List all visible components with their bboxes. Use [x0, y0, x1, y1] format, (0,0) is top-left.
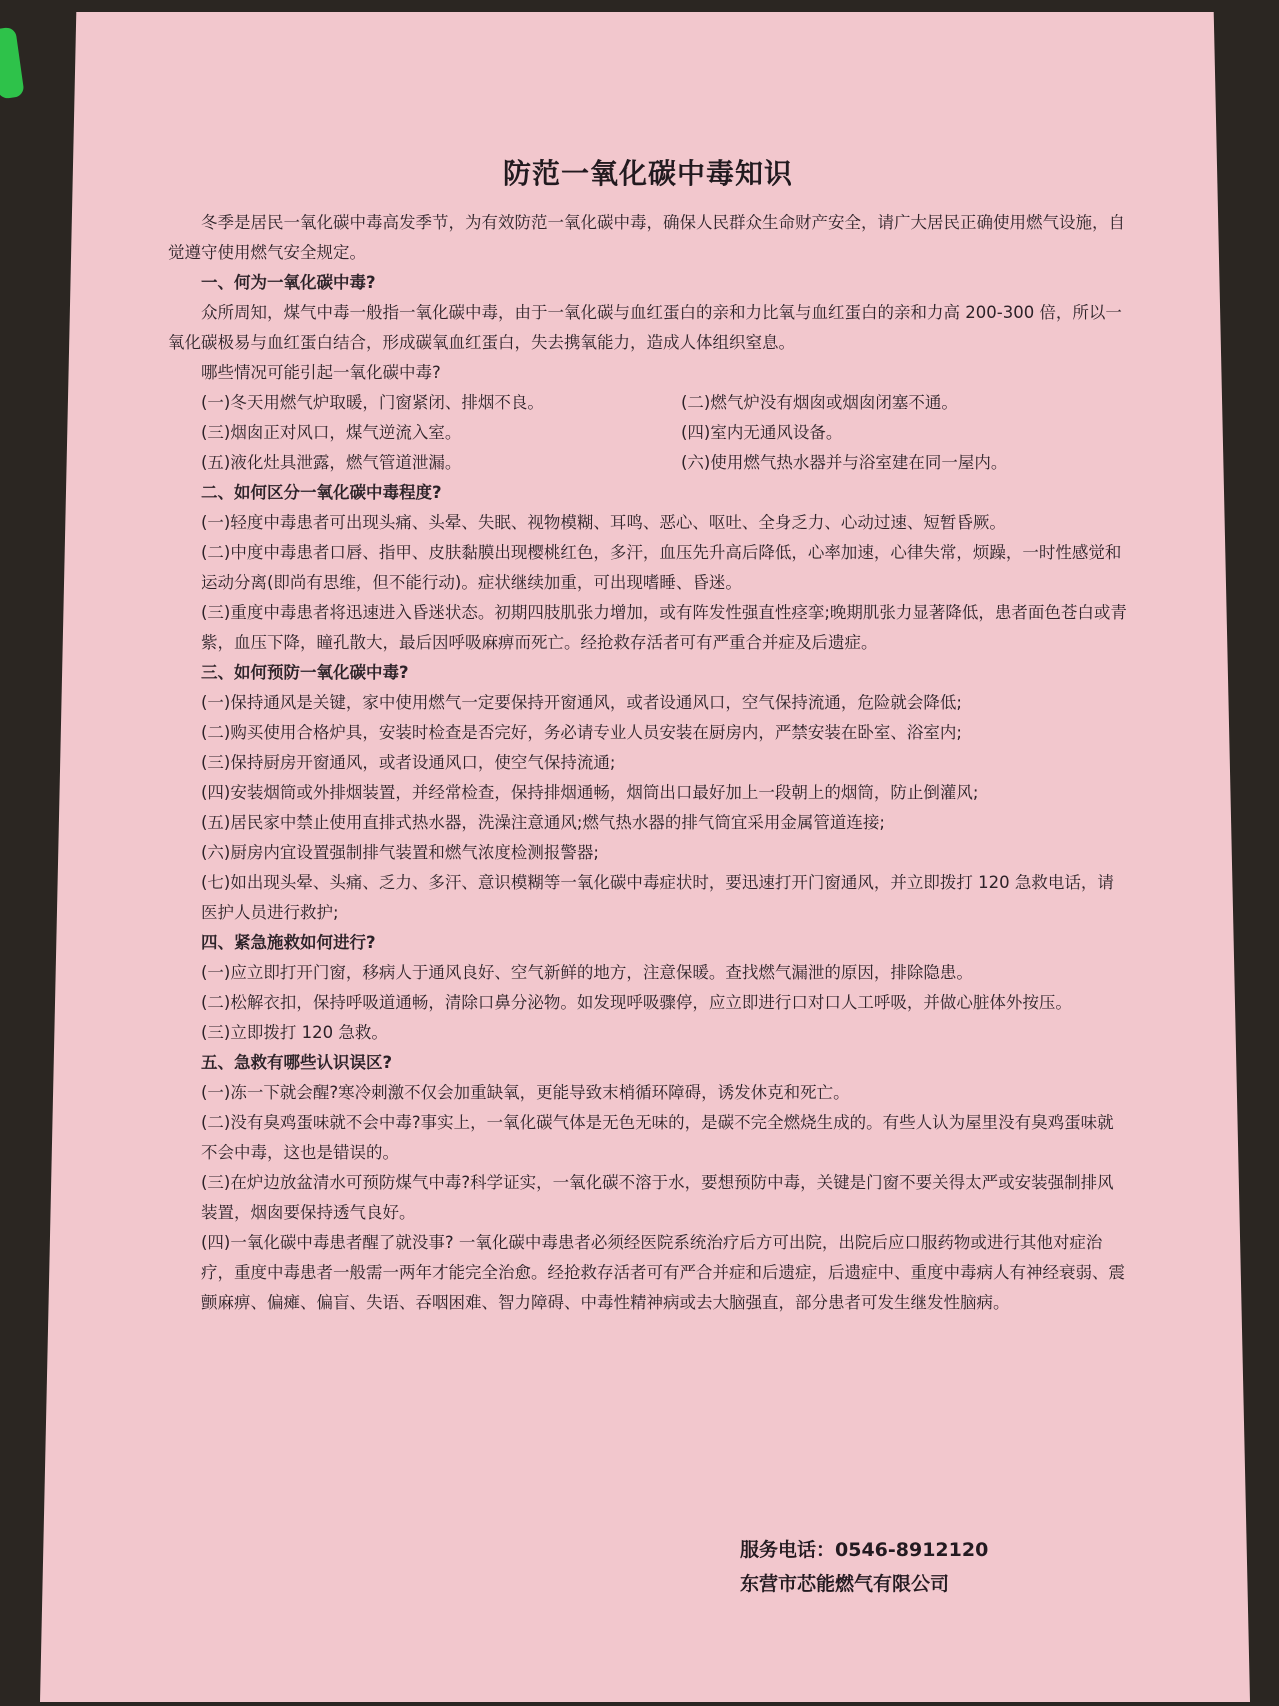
- section5-item: (三)在炉边放盆清水可预防煤气中毒?科学证实，一氧化碳不溶于水，要想预防中毒，关键是门窗不要关得太严或安装强制排风装置，烟囱要保持透气良好。: [201, 1173, 1114, 1222]
- footer: [740, 1533, 988, 1601]
- section2-item: (一)轻度中毒患者可出现头痛、头晕、失眠、视物模糊、耳鸣、恶心、呕吐、全身乏力、心动过速、短暂昏厥。: [201, 513, 1006, 532]
- section4-item: (三)立即拨打 120 急救。: [201, 1023, 388, 1042]
- cause-item: (一)冬天用燃气炉取暖，门窗紧闭、排烟不良。: [201, 393, 544, 412]
- causes-grid: [168, 388, 1128, 478]
- cause-item: (六)使用燃气热水器并与浴室建在同一屋内。: [681, 453, 1008, 472]
- section1-question: 哪些情况可能引起一氧化碳中毒?: [201, 363, 441, 382]
- section3-item: (二)购买使用合格炉具，安装时检查是否完好，务必请专业人员安装在厨房内，严禁安装在卧室、浴室内;: [201, 723, 962, 742]
- section3-item: (六)厨房内宜设置强制排气装置和燃气浓度检测报警器;: [201, 843, 599, 862]
- section5-item: (二)没有臭鸡蛋味就不会中毒?事实上，一氧化碳气体是无色无味的，是碳不完全燃烧生成的。有些人认为屋里没有臭鸡蛋味就不会中毒，这也是错误的。: [201, 1113, 1114, 1162]
- section2-item: (三)重度中毒患者将迅速进入昏迷状态。初期四肢肌张力增加，或有阵发性强直性痉挛;晚期肌张力显著降低，患者面色苍白或青紫，血压下降，瞳孔散大，最后因呼吸麻痹而死亡。经抢救存活者可有严重合并症及后遗症。: [201, 603, 1127, 652]
- section4-item: (二)松解衣扣，保持呼吸道通畅，清除口鼻分泌物。如发现呼吸骤停，应立即进行口对口人工呼吸，并做心脏体外按压。: [201, 993, 1072, 1012]
- section4-heading: 四、紧急施救如何进行?: [201, 933, 376, 952]
- section3-item: (一)保持通风是关键，家中使用燃气一定要保持开窗通风，或者设通风口，空气保持流通，危险就会降低;: [201, 693, 962, 712]
- cause-item: (五)液化灶具泄露，燃气管道泄漏。: [201, 453, 462, 472]
- company-name: 东营市芯能燃气有限公司: [740, 1573, 950, 1595]
- cause-item: (四)室内无通风设备。: [681, 423, 843, 442]
- section2-heading: 二、如何区分一氧化碳中毒程度?: [201, 483, 442, 502]
- section3-item: (五)居民家中禁止使用直排式热水器，洗澡注意通风;燃气热水器的排气筒宜采用金属管道连接;: [201, 813, 885, 832]
- section5-heading: 五、急救有哪些认识误区?: [201, 1053, 393, 1072]
- cause-item: (三)烟囱正对风口，煤气逆流入室。: [201, 423, 462, 442]
- section5-item: (四)一氧化碳中毒患者醒了就没事? 一氧化碳中毒患者必须经医院系统治疗后方可出院，出院后应口服药物或进行其他对症治疗，重度中毒患者一般需一两年才能完全治愈。经抢救存活者可有严合并症和后遗症，后遗症中、重度中毒病人有神经衰弱、震颤麻痹、偏瘫、偏盲、失语、吞咽困难、智力障碍、中毒性精神病或去大脑强直，部分患者可发生继发性脑病。: [201, 1233, 1125, 1312]
- section3-item: (七)如出现头晕、头痛、乏力、多汗、意识模糊等一氧化碳中毒症状时，要迅速打开门窗通风，并立即拨打 120 急救电话，请医护人员进行救护;: [201, 873, 1114, 922]
- cause-item: (二)燃气炉没有烟囱或烟囱闭塞不通。: [681, 393, 958, 412]
- section5-item: (一)冻一下就会醒?寒冷刺激不仅会加重缺氧，更能导致末梢循环障碍，诱发休克和死亡。: [201, 1083, 850, 1102]
- section3-item: (四)安装烟筒或外排烟装置，并经常检查，保持排烟通畅，烟筒出口最好加上一段朝上的烟筒，防止倒灌风;: [201, 783, 979, 802]
- document-title: 防范一氧化碳中毒知识: [502, 157, 793, 190]
- service-phone: 服务电话：0546-8912120: [740, 1539, 989, 1561]
- section1-heading: 一、何为一氧化碳中毒?: [201, 273, 376, 292]
- section4-item: (一)应立即打开门窗，移病人于通风良好、空气新鲜的地方，注意保暖。查找燃气漏泄的原因，排除隐患。: [201, 963, 973, 982]
- section3-heading: 三、如何预防一氧化碳中毒?: [201, 663, 409, 682]
- section1-paragraph: 众所周知，煤气中毒一般指一氧化碳中毒，由于一氧化碳与血红蛋白的亲和力比氧与血红蛋白的亲和力高 200-300 倍，所以一氧化碳极易与血红蛋白结合，形成碳氧血红蛋白，失去携氧能力，造成人体组织窒息。: [168, 303, 1122, 352]
- document-content: [168, 140, 1128, 1318]
- section2-item: (二)中度中毒患者口唇、指甲、皮肤黏膜出现樱桃红色，多汗，血压先升高后降低，心率加速，心律失常，烦躁，一时性感觉和运动分离(即尚有思维，但不能行动)。症状继续加重，可出现嗜睡、昏迷。: [201, 543, 1122, 592]
- intro-paragraph: 冬季是居民一氧化碳中毒高发季节，为有效防范一氧化碳中毒，确保人民群众生命财产安全，请广大居民正确使用燃气设施，自觉遵守使用燃气安全规定。: [168, 213, 1125, 262]
- section3-item: (三)保持厨房开窗通风，或者设通风口，使空气保持流通;: [201, 753, 616, 772]
- green-marker: [0, 27, 25, 100]
